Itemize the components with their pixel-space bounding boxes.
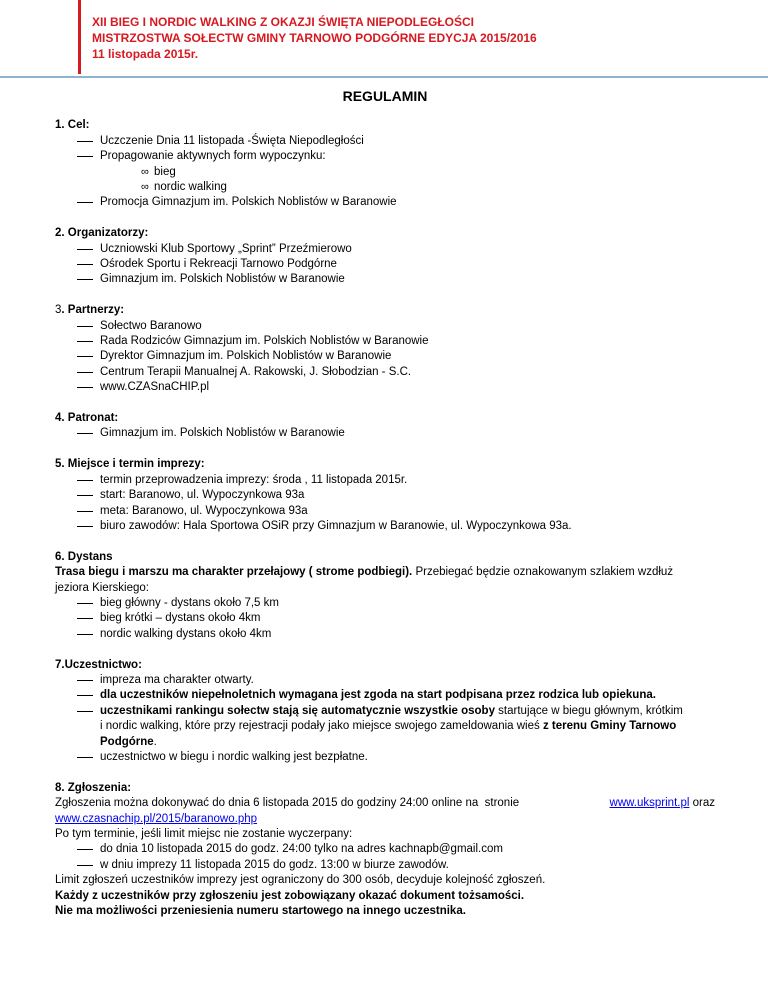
list-item-text: www.CZASnaCHIP.pl — [100, 381, 210, 394]
list-item — [55, 504, 715, 519]
list-item-text: Rada Rodziców Gimnazjum im. Polskich Noblistów w Baranowie — [100, 335, 429, 348]
list-item-text: w dniu imprezy 11 listopada 2015 do godz. 13:00 w biurze zawodów. — [100, 858, 449, 871]
list-item-text: i nordic walking, które przy rejestracji podały jako miejsce swojego zameldowania wieś — [100, 720, 543, 733]
document-header — [0, 0, 768, 74]
paragraph: jeziora Kierskiego: — [55, 581, 149, 594]
dash-icon — [77, 618, 93, 619]
list-item-text: Propagowanie aktywnych form wypoczynku: — [100, 150, 326, 163]
dash-icon — [77, 526, 93, 527]
header-title — [92, 14, 537, 62]
header-accent-bar — [78, 0, 81, 74]
page-title: REGULAMIN — [342, 88, 428, 104]
dash-icon — [77, 680, 93, 681]
dash-icon — [77, 264, 93, 265]
list-item-text: Uczniowski Klub Sportowy „Sprint” Przeźmierowo — [100, 242, 352, 255]
dash-icon — [77, 495, 93, 496]
dash-icon — [77, 356, 93, 357]
section-heading: 8. Zgłoszenia: — [55, 781, 132, 794]
paragraph — [55, 796, 715, 811]
list-item-text: nordic walking — [154, 181, 227, 194]
list-item-text: nordic walking dystans około 4km — [100, 627, 272, 640]
section-heading: 5. Miejsce i termin imprezy: — [55, 458, 205, 471]
section-heading: 7.Uczestnictwo: — [55, 658, 142, 671]
paragraph-text: Przebiegać będzie oznakowanym szlakiem wzdłuż — [412, 566, 674, 579]
list-item-text: Gimnazjum im. Polskich Noblistów w Baranowie — [100, 273, 345, 286]
list-item-text: startujące w biegu głównym, krótkim — [494, 704, 683, 717]
list-item — [55, 473, 715, 488]
list-item-line — [100, 735, 715, 750]
link-uksprint[interactable]: www.uksprint.pl — [609, 797, 690, 810]
list-item — [55, 134, 715, 149]
sub-list-item — [55, 165, 715, 180]
dash-icon — [77, 326, 93, 327]
list-item-bold-text: uczestnikami rankingu sołectw stają się automatycznie wszystkie osoby — [100, 704, 495, 717]
list-item-text: Centrum Terapii Manualnej A. Rakowski, J. Słobodzian - S.C. — [100, 365, 412, 378]
dash-icon — [77, 279, 93, 280]
list-item-line — [100, 719, 715, 734]
infinity-bullet-icon: ∞ — [141, 181, 149, 194]
document-body — [55, 86, 715, 935]
list-item — [55, 319, 715, 334]
paragraph: Po tym terminie, jeśli limit miejsc nie zostanie wyczerpany: — [55, 827, 353, 840]
dash-icon — [77, 372, 93, 373]
section-participation — [55, 658, 715, 766]
dash-icon — [77, 711, 93, 712]
section-heading: 1. Cel: — [55, 119, 90, 132]
list-item-text: bieg główny - dystans około 7,5 km — [100, 596, 279, 609]
list-item-text: Dyrektor Gimnazjum im. Polskich Noblistów w Baranowie — [100, 350, 392, 363]
sub-list-item — [55, 180, 715, 195]
list-item-text: impreza ma charakter otwarty. — [100, 673, 254, 686]
section-heading: 6. Dystans — [55, 550, 113, 563]
header-divider — [0, 76, 768, 78]
list-item — [55, 426, 715, 441]
header-line-3: 11 listopada 2015r. — [92, 47, 199, 61]
list-item — [55, 627, 715, 642]
dash-icon — [77, 341, 93, 342]
list-item-bold-text: z terenu Gminy Tarnowo — [542, 720, 677, 733]
list-item-line — [100, 704, 715, 719]
list-item — [55, 611, 715, 626]
section-distance — [55, 550, 715, 642]
paragraph — [55, 812, 715, 827]
section-place-and-date — [55, 457, 715, 534]
dash-icon — [77, 865, 93, 866]
list-item — [55, 842, 715, 857]
dash-icon — [77, 511, 93, 512]
list-item-text: start: Baranowo, ul. Wypoczynkowa 93a — [100, 489, 305, 502]
list-item — [55, 149, 715, 164]
dash-icon — [77, 849, 93, 850]
section-number: 3 — [55, 304, 62, 317]
list-item — [55, 596, 715, 611]
link-czasnachip[interactable]: www.czasnachip.pl/2015/baranowo.php — [55, 812, 258, 825]
list-item-text: do dnia 10 listopada 2015 do godz. 24:00 tylko na adres kachnapb@gmail.com — [100, 843, 503, 856]
list-item — [55, 688, 715, 703]
list-item-text: termin przeprowadzenia imprezy: środa , 11 listopada 2015r. — [100, 473, 408, 486]
dash-icon — [77, 433, 93, 434]
paragraph: Limit zgłoszeń uczestników imprezy jest ograniczony do 300 osób, decyduje kolejność zgłoszeń. — [55, 874, 546, 887]
paragraph-text: Zgłoszenia można dokonywać do dnia 6 listopada 2015 do godziny 24:00 online na stronie — [55, 797, 520, 810]
list-item — [55, 704, 715, 750]
list-item — [55, 380, 715, 395]
list-item — [55, 272, 715, 287]
infinity-bullet-icon: ∞ — [141, 165, 149, 178]
section-heading: 2. Organizatorzy: — [55, 227, 149, 240]
dash-icon — [77, 695, 93, 696]
paragraph: Nie ma możliwości przeniesienia numeru startowego na innego uczestnika. — [55, 905, 466, 918]
list-item-text: uczestnictwo w biegu i nordic walking jest bezpłatne. — [100, 750, 368, 763]
section-partners — [55, 303, 715, 395]
list-item — [55, 858, 715, 873]
dash-icon — [77, 141, 93, 142]
list-item-text: . — [153, 735, 157, 748]
section-organizers — [55, 226, 715, 288]
dash-icon — [77, 249, 93, 250]
list-item-text: bieg — [154, 165, 176, 178]
section-registration — [55, 781, 715, 920]
list-item-text: Uczczenie Dnia 11 listopada -Święta Niepodległości — [100, 134, 364, 147]
list-item — [55, 242, 715, 257]
section-heading — [55, 303, 715, 318]
list-item — [55, 195, 715, 210]
paragraph-text: oraz — [692, 797, 715, 810]
paragraph-bold-text: Trasa biegu i marszu ma charakter przełajowy ( strome podbiegi). — [55, 566, 413, 579]
paragraph — [55, 565, 715, 580]
dash-icon — [77, 156, 93, 157]
list-item — [55, 334, 715, 349]
list-item — [55, 750, 715, 765]
list-item-text: bieg krótki – dystans około 4km — [100, 612, 261, 625]
list-item-text: dla uczestników niepełnoletnich wymagana jest zgoda na start podpisana przez rodzica lub opiekuna. — [100, 689, 656, 702]
list-item — [55, 365, 715, 380]
dash-icon — [77, 202, 93, 203]
list-item-bold-text: Podgórne — [100, 735, 154, 748]
header-line-2: MISTRZOSTWA SOŁECTW GMINY TARNOWO PODGÓRNE EDYCJA 2015/2016 — [92, 31, 537, 45]
list-item-text: biuro zawodów: Hala Sportowa OSiR przy Gimnazjum w Baranowie, ul. Wypoczynkowa 93a. — [100, 519, 572, 532]
section-patronage — [55, 411, 715, 442]
list-item-text: Sołectwo Baranowo — [100, 319, 202, 332]
list-item-text: Promocja Gimnazjum im. Polskich Noblistów w Baranowie — [100, 196, 397, 209]
dash-icon — [77, 757, 93, 758]
list-item-text: meta: Baranowo, ul. Wypoczynkowa 93a — [100, 504, 308, 517]
section-heading: 4. Patronat: — [55, 412, 119, 425]
list-item-text: Gimnazjum im. Polskich Noblistów w Baranowie — [100, 427, 345, 440]
section-heading-text: . Partnerzy: — [61, 304, 125, 317]
dash-icon — [77, 634, 93, 635]
list-item — [55, 349, 715, 364]
paragraph-link-group — [610, 796, 715, 811]
list-item — [55, 488, 715, 503]
section-goal — [55, 118, 715, 210]
list-item — [55, 519, 715, 534]
header-line-1: XII BIEG I NORDIC WALKING Z OKAZJI ŚWIĘTA NIEPODLEGŁOŚCI — [92, 15, 475, 29]
list-item-text: Ośrodek Sportu i Rekreacji Tarnowo Podgórne — [100, 258, 337, 271]
dash-icon — [77, 480, 93, 481]
list-item — [55, 257, 715, 272]
dash-icon — [77, 387, 93, 388]
dash-icon — [77, 603, 93, 604]
paragraph: Każdy z uczestników przy zgłoszeniu jest zobowiązany okazać dokument tożsamości. — [55, 889, 525, 902]
list-item — [55, 673, 715, 688]
